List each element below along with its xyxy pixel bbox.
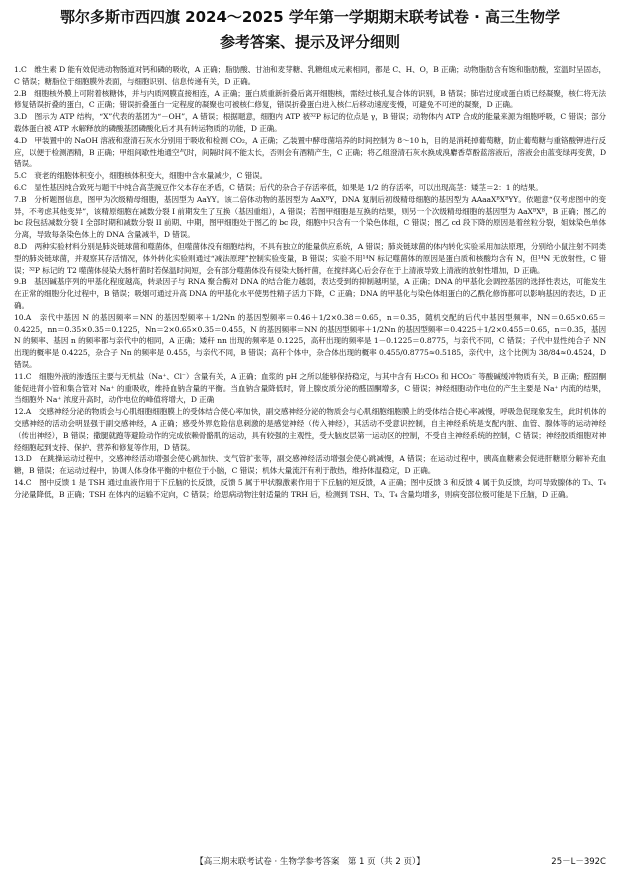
answer-number: 9.B xyxy=(14,277,27,287)
answer-item xyxy=(14,241,606,276)
answer-item xyxy=(14,312,606,371)
answer-number: 8.D xyxy=(14,241,28,251)
answer-number: 5.C xyxy=(14,171,27,181)
answer-number: 3.D xyxy=(14,112,28,122)
answer-explanation: 图中反馈 1 是 TSH 通过血液作用于下丘脑的长反馈，反馈 5 属于甲状腺激素作用于下丘脑的短反馈，A 正确；图中反馈 3 和反馈 4 属于负反馈，均可导致腺体的 T₃、T₄ 分泌量降低，B 正确；TSH 在体内的运输不定向，C 错误；给思病动物注射适量的 TRH 后，检测到 TSH、T₃、T₄ 含量均增多，则病变部位极可能是下丘脑，D 正确。 xyxy=(14,477,606,499)
footer-exam-code: 25－L－392C xyxy=(551,857,606,867)
answer-number: 14.C xyxy=(14,477,32,487)
answer-item xyxy=(14,88,606,112)
answer-explanation: 细胞外液的渗透压主要与无机盐（Na⁺、Cl⁻）含量有关，A 正确；血浆的 pH 之所以能够保持稳定，与其中含有 H₂CO₃ 和 HCO₃⁻ 等酸碱缓冲物质有关，B 正确；醛固酮能促进肾小管和集合管对 Na⁺ 的重吸收，维持血钠含量的平衡。当血钠含量降低时，肾上腺皮质分泌的醛固酮增多，C 错误；神经细胞动作电位的产生主要是 Na⁺ 内流的结果，当细胞外 Na⁺ 浓度升高时，动作电位的峰值将增大，D 正确 xyxy=(14,371,606,405)
footer-page-info: 【高三期末联考试卷 · 生物学参考答案 第 1 页（共 2 页）】 xyxy=(195,857,425,867)
answer-explanation: 亲代中基因 N 的基因频率＝NN 的基因型频率＋1/2Nn 的基因型频率＝0.46＋1/2×0.38＝0.65，n＝0.35，随机交配的后代中基因型频率，NN＝0.65×0.65＝0.4225，nn＝0.35×0.35＝0.1225，Nn＝2×0.65×0.35＝0.455，N 的基因频率＝NN 的基因型频率＋1/2Nn 的基因型频率＝0.4225＋1/2×0.455＝0.65，n＝0.35，基因 N 的频率、基因 n 的频率都与亲代中的相同，A 正确；矮秆 nn 出现的频率是 0.1225，高秆出现的频率是 1－0.1225＝0.8775，与亲代不同，C 错误；子代中显性纯合子 NN 出现的概率是 0.4225，杂合子 Nn 的频率是 0.455，与亲代不同，B 错误；高秆个体中，杂合体出现的概率 0.455/0.8775≈0.5185，亲代中，这个比例为 38/84≈0.4524，D 错误。 xyxy=(14,312,606,369)
answer-number: 1.C xyxy=(14,65,27,74)
answer-explanation: 交感神经分泌的物质会与心肌细胞细胞膜上的受体结合使心率加快，副交感神经分泌的物质会与心肌细胞细胞膜上的受体结合使心率减慢，呼吸急促现象发生，此时机体的交感神经的活动会明显强于副交感神经，A 正确；感受外界危险信息刺激的是感觉神经（传入神经），其活动不受意识控制，自主神经系统是支配内脏、血管、腺体等的运动神经（传出神经），B 错误；撒腿就跑等避险动作的完成依赖骨骼肌的运动，具有较强的主观性，受大脑皮层第一运动区的控制，不受自主神经系统的控制，C 错误；神经胶质细胞对神经细胞起到支持、保护、营养和修复等作用，D 错误。 xyxy=(14,407,606,452)
answer-item xyxy=(14,194,606,241)
answer-number: 12.A xyxy=(14,407,32,417)
answer-number: 7.B xyxy=(14,194,27,204)
page-title: 鄂尔多斯市西四旗 2024～2025 学年第一学期期末联考试卷 · 高三生物学 xyxy=(59,8,561,26)
answer-item xyxy=(14,111,606,135)
answer-item xyxy=(14,406,606,453)
answer-number: 13.D xyxy=(14,454,32,464)
answer-explanation: 细胞核外膜上可附着核糖体，并与内质网膜直接相连，A 正确；蛋白质重新折叠后离开细胞核，需经过核孔复合体的识别，B 错误；肺岩过度或蛋白质已经凝聚，核仁将无法修复错误折叠的蛋白，C 正确；错误折叠蛋白一定程度的凝聚也可被核仁修复，错误折叠蛋白进入核仁后移动速度变慢，可避免不可逆的凝聚，D 正确。 xyxy=(14,88,606,110)
answer-explanation: 衰老的细胞体积变小，细胞核体积变大，细胞中含水量减少，C 错误。 xyxy=(34,171,268,181)
answer-list xyxy=(14,64,606,816)
answer-item xyxy=(14,371,606,406)
answer-explanation: 基因碱基序列的甲基化程度越高，转录因子与 RNA 聚合酶对 DNA 的结合能力越弱，表达受到的抑制越明显，A 正确；DNA 的甲基化会调控基因的选择性表达，可能发生在正常的细胞分化过程中，B 错误；吸烟可通过升高 DNA 的甲基化水平使男性精子活力下降，C 正确；DNA 的甲基化与染色体组蛋白的乙酰化修饰都可以影响基因的表达，D 正确。 xyxy=(14,277,606,310)
answer-item xyxy=(14,170,606,182)
answer-explanation: 显性基因纯合致死与题干中纯合高茎豌豆作父本存在矛盾，C 错误；后代的杂合子存活率低，如果是 1/2 的存活率，可以出现高茎：矮茎＝2：1 的结果。 xyxy=(34,182,543,192)
answer-explanation: 在跳操运动过程中，交感神经活动增强会使心跳加快、支气管扩张等，副交感神经活动增强会使心跳减慢，A 错误；在运动过程中，胰高血糖素会促进肝糖原分解补充血糖，B 错误；在运动过程中，协调人体身体平衡的中枢位于小脑，C 错误；机体大量流汗有利于散热，维持体温稳定，D 正确。 xyxy=(14,454,606,476)
answer-number: 11.C xyxy=(14,371,32,381)
answer-explanation: 两种实验材料分别是肺炎链球菌和噬菌体，但噬菌体没有细胞结构，不具有独立的能量供应系统，A 错误；肺炎链球菌的体内转化实验采用加法原理，分别给小鼠注射不同类型的肺炎链球菌，并观察其存活情况，体外转化实验则通过“减法原理”控制实验变量，B 错误；实验不用¹⁴N 标记噬菌体的原因是蛋白质和核酸均含有 N，但¹⁴N 无放射性，C 错误；³²P 标记的 T2 噬菌体侵染大肠杆菌时若保温时间短，会有部分噬菌体没有侵染大肠杆菌，在搅拌离心后会存在于上清液导致上清液的放射性增加，D 正确。 xyxy=(14,241,606,275)
answer-item xyxy=(14,477,606,501)
page-subtitle: 参考答案、提示及评分细则 xyxy=(219,33,400,51)
answer-item xyxy=(14,135,606,170)
answer-explanation: 甲装置中的 NaOH 溶液和澄清石灰水分别用于吸收和检测 CO₂，A 正确；乙装置中酵母菌培养的时间控制为 8～10 h，目的是消耗掉葡萄糖，防止葡萄糖与重铬酸钾进行反应，以便于检测酒精，B 正确；甲组间歇性地通空气时，间隔时间不能太长，否则会有酒精产生，C 正确；将乙组澄清石灰水换成溴麝香草酚蓝溶液后，溶液会由蓝变绿再变黄，D 错误。 xyxy=(14,135,606,169)
answer-number: 10.A xyxy=(14,312,32,322)
answer-number: 2.B xyxy=(14,88,27,98)
answer-explanation: 图示为 ATP 结构，“X”代表的基团为“－OH”，A 错误；根据题意，细胞内 ATP 被³²P 标记的位点是 γ，B 错误；动物体内 ATP 合成的能量来源为细胞呼吸，C 错误；部分载体蛋白被 ATP 水解释放的磷酸基团磷酸化后才具有转运物质的功能，D 正确。 xyxy=(14,112,606,133)
answer-item xyxy=(14,453,606,477)
answer-item xyxy=(14,276,606,311)
answer-explanation: 维生素 D 能有效促进动物肠道对钙和磷的吸收，A 正确；脂肪酸、甘油和麦芽糖、乳糖组成元素相同，都是 C、H、O，B 正确；动物脂肪含有饱和脂肪酸，室温时呈固态，C 错误；糖脂位于细胞膜外表面，与细胞识别、信息传递有关，D 正确。 xyxy=(14,65,606,86)
answer-number: 6.C xyxy=(14,182,27,192)
answer-explanation: 分析题图信息，图甲为次级精母细胞，基因型为 AaYY。该二倍体动物的基因型为 AaXᴮY，DNA 复制后初级精母细胞的基因型为 AAaaXᴮXᴮYY。依题意“仅考虑图中的变异，不考虑其他变异”，该精原细胞在减数分裂 I 前期发生了互换（基因重组），A 错误；若图甲细胞是互换的结果，则另一个次级精母细胞的基因型为 AaXᴮXᴮ，B 正确；图乙的 bc 段包括减数分裂 I 全部时期和减数分裂 II 前期、中期，图甲细胞处于图乙的 bc 段，细胞中只含有一个染色体组，C 错误；图乙 cd 段下降的原因是着丝粒分裂，姐妹染色单体分离，导致每条染色体上的 DNA 含量减半，D 错误。 xyxy=(14,194,606,240)
answer-item xyxy=(14,182,606,194)
answer-item xyxy=(14,64,606,88)
answer-number: 4.D xyxy=(14,135,28,145)
